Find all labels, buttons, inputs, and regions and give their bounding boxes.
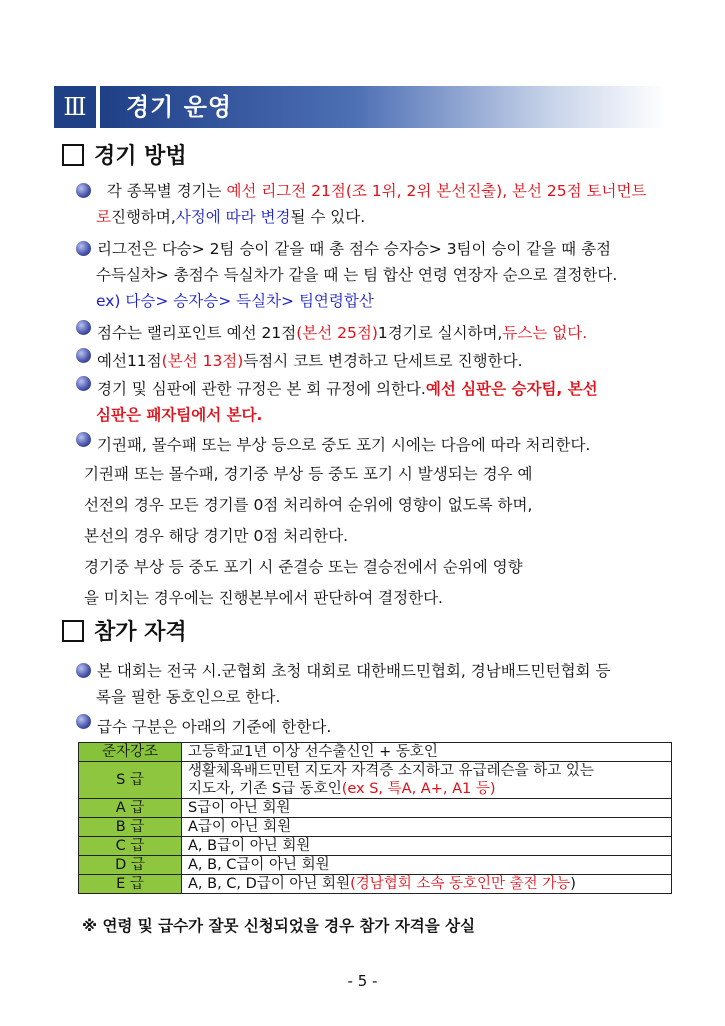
grade-desc: A, B급이 아닌 회원 [182,837,672,856]
grade-key: 준자강조 [79,743,182,762]
bullet-icon [76,320,91,335]
p6-line: 기권패, 몰수패 또는 부상 등으로 중도 포기 시에는 다음에 따라 처리한다. [76,432,676,458]
grade-desc: A, B, C급이 아닌 회원 [182,856,672,875]
qualification-body [76,658,676,740]
checkbox-square-icon [62,620,84,642]
section-number: Ⅲ [54,86,96,128]
p1-line2: 로 진행하며, 사정에 따라 변경 될 수 있다. [96,208,366,226]
table-row [79,856,672,875]
bullet-icon [76,376,91,391]
p7-line2: 선전의 경우 모든 경기를 0점 처리하여 순위에 영향이 없도록 하며, [84,496,533,514]
bullet-icon [76,241,91,256]
grade-key: A 급 [79,799,182,818]
p1-line1: 각 종목별 경기는 예선 리그전 21점(조 1위, 2위 본선진출), 본선 25점 토너먼트 [76,178,676,204]
grade-key: S 급 [79,762,182,799]
q1-line2: 록을 필한 동호인으로 한다. [96,688,281,706]
q2-line: 급수 구분은 아래의 기준에 한한다. [76,714,676,740]
q1-line1: 본 대회는 전국 시.군협회 초청 대회로 대한배드민협회, 경남배드민턴협회 등 [76,658,676,684]
table-row [79,837,672,856]
page-number: - 5 - [347,972,378,990]
grade-key: C 급 [79,837,182,856]
grade-desc: 생활체육배드민턴 지도자 자격증 소지하고 유급레슨을 하고 있는 지도자, 기존 S급 동호인(ex S, 특A, A+, A1 등) [182,762,672,799]
p3-line: 점수는 랠리포인트 예선 21점 (본선 25점) 1경기로 실시하며, 듀스는 없다. [76,320,676,346]
p4-line: 예선11점 (본선 13점) 득점시 코트 변경하고 단세트로 진행한다. [76,348,676,374]
checkbox-square-icon [62,144,84,166]
grade-key: D 급 [79,856,182,875]
section-title: 경기 운영 [126,93,233,121]
method-heading: 경기 방법 [62,142,187,172]
p5-line2: 심판은 패자팀에서 본다. [96,406,263,424]
bullet-icon [76,432,91,447]
p8-line2: 을 미치는 경우에는 진행본부에서 판단하여 결정한다. [84,589,443,607]
table-row [79,799,672,818]
grade-key: E 급 [79,875,182,894]
grade-desc: 고등학교1년 이상 선수출신인 + 동호인 [182,743,672,762]
p2-line1: 리그전은 다승> 2팀 승이 같을 때 총 점수 승자승> 3팀이 승이 같을 때 총점 [76,236,676,262]
grade-desc: A, B, C, D급이 아닌 회원(경남협회 소속 동호인만 출전 가능) [182,875,672,894]
table-row [79,743,672,762]
p8-line1: 경기중 부상 등 중도 포기 시 준결승 또는 결승전에서 순위에 영향 [84,558,523,576]
method-body [76,178,676,611]
grade-desc: A급이 아닌 회원 [182,818,672,837]
p7-line3: 본선의 경우 해당 경기만 0점 처리한다. [84,527,349,545]
bullet-icon [76,348,91,363]
qualification-heading: 참가 자격 [62,618,187,648]
grade-desc: S급이 아닌 회원 [182,799,672,818]
section-banner [54,86,666,128]
p2-line3: ex) 다승> 승자승> 득실차> 팀연령합산 [96,292,374,310]
grade-key: B 급 [79,818,182,837]
p5-line1: 경기 및 심판에 관한 규정은 본 회 규정에 의한다. 예선 심판은 승자팀, 본선 [76,376,676,402]
eligibility-note: ※ 연령 및 급수가 잘못 신청되었을 경우 참가 자격을 상실 [82,917,476,935]
p7-line1: 기권패 또는 몰수패, 경기중 부상 등 중도 포기 시 발생되는 경우 예 [84,465,533,483]
table-row [79,875,672,894]
bullet-icon [76,714,91,729]
table-row [79,762,672,799]
grade-table [78,742,672,894]
bullet-icon [76,663,91,678]
table-row [79,818,672,837]
bullet-icon [76,183,91,198]
p2-line2: 수득실차> 총점수 득실차가 같을 때 는 팀 합산 연령 연장자 순으로 결정한다. [96,266,618,284]
